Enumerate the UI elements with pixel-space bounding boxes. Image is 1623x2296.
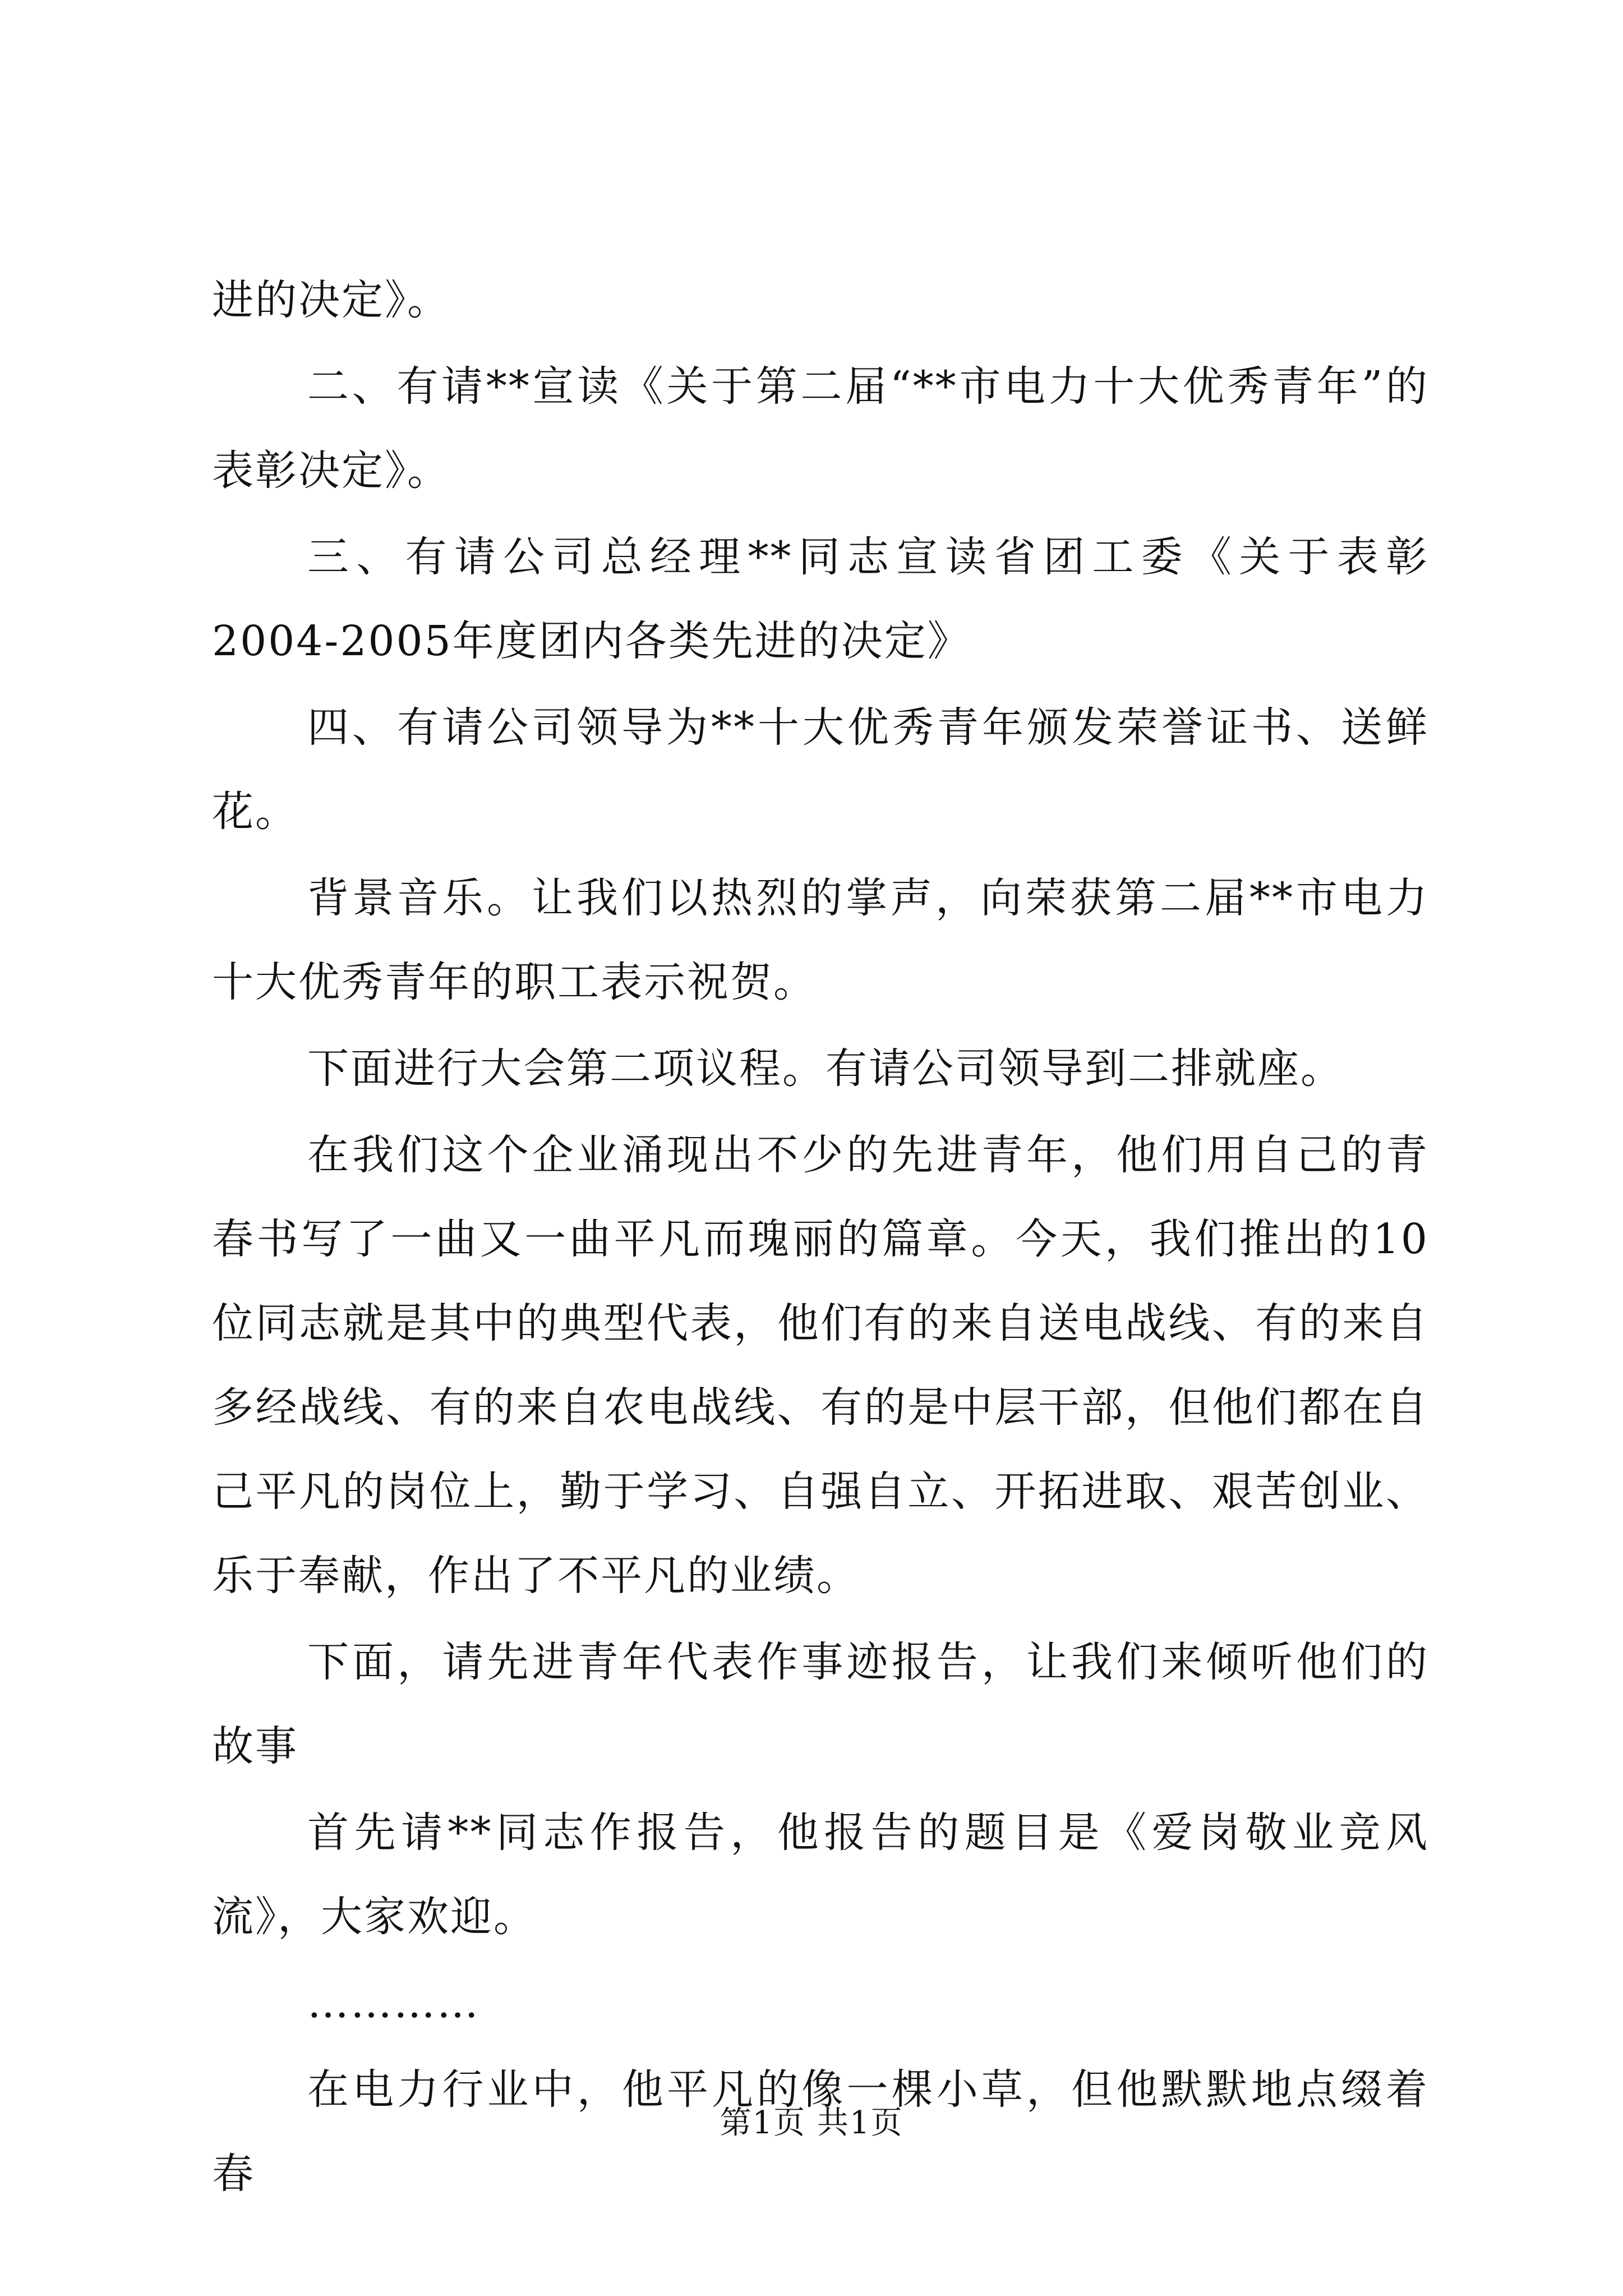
paragraph-closing: 在电力行业中，他平凡的像一棵小草，但他默默地点缀着春	[212, 2065, 1429, 2198]
paragraph-item-2: 二、有请**宣读《关于第二届“**市电力十大优秀青年”的表彰决定》。	[212, 362, 1429, 495]
paragraph-background-music: 背景音乐。让我们以热烈的掌声，向荣获第二届**市电力十大优秀青年的职工表示祝贺。	[212, 874, 1429, 1006]
paragraph-advanced-youth: 在我们这个企业涌现出不少的先进青年，他们用自己的青春书写了一曲又一曲平凡而瑰丽的篇章。今天，我们推出的10位同志就是其中的典型代表，他们有的来自送电战线、有的来自多经战线、有的来自农电战线、有的是中层干部，但他们都在自己平凡的岗位上，勤于学习、自强自立、开拓进取、艰苦创业、乐于奉献，作出了不平凡的业绩。	[212, 1131, 1429, 1600]
paragraph-report-intro: 下面，请先进青年代表作事迹报告，让我们来倾听他们的故事	[212, 1638, 1429, 1770]
paragraph-ellipsis: …………	[307, 1979, 480, 2027]
paragraph-first-report: 首先请**同志作报告，他报告的题目是《爱岗敬业竞风流》，大家欢迎。	[212, 1809, 1429, 1941]
paragraph-agenda-two: 下面进行大会第二项议程。有请公司领导到二排就座。	[307, 1045, 1344, 1093]
page-footer: 第1页 共1页	[720, 2105, 903, 2141]
document-body	[212, 258, 1429, 2216]
paragraph-item-4: 四、有请公司领导为**十大优秀青年颁发荣誉证书、送鲜花。	[212, 703, 1429, 836]
paragraph-continuation: 进的决定》。	[212, 276, 450, 324]
paragraph-item-3: 三、有请公司总经理**同志宣读省团工委《关于表彰2004-2005年度团内各类先进的决定》	[212, 533, 1429, 665]
